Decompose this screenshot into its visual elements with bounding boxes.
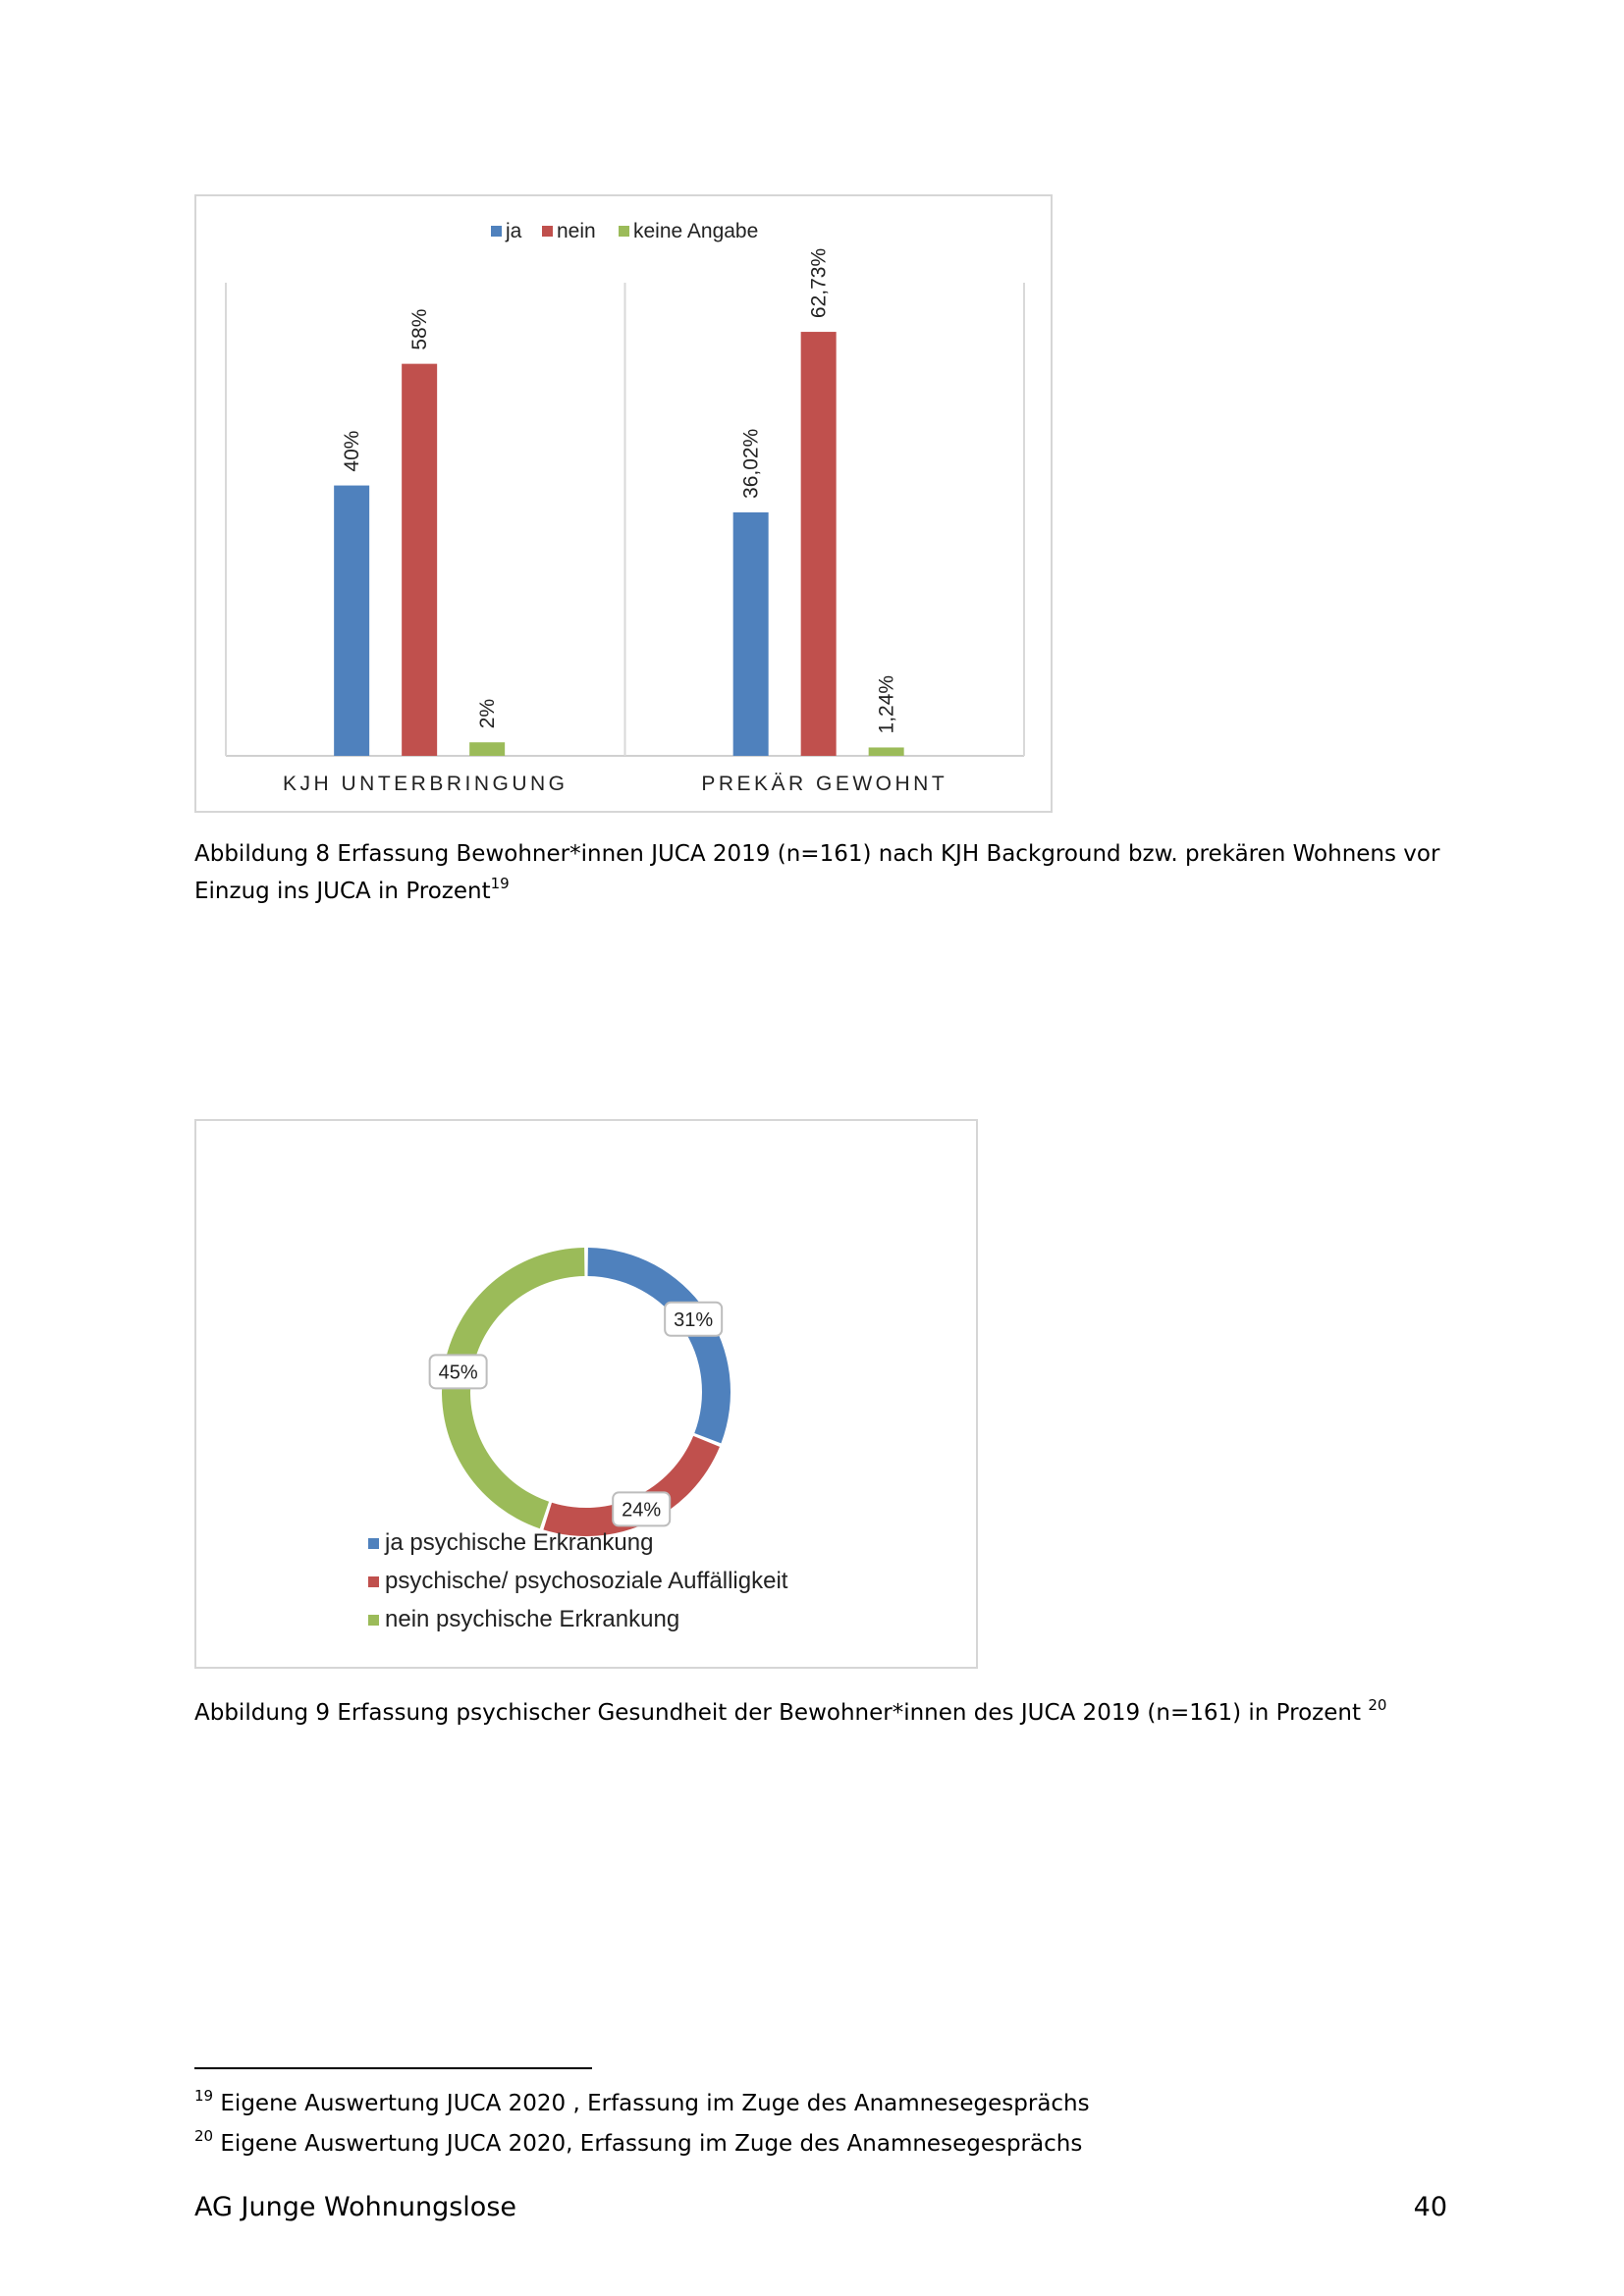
legend-swatch-nein — [542, 226, 553, 237]
category-label-kjh-unterbringung: KJH UNTERBRINGUNG — [282, 773, 568, 795]
bar-kjh-unterbringung-nein — [402, 364, 437, 756]
bar-prek-r-gewohnt-nein — [801, 332, 837, 756]
legend-label-keine-angabe: keine Angabe — [633, 220, 759, 242]
legend-swatch-ja-psychische-erkrankung — [368, 1538, 379, 1549]
footnote-separator — [194, 2067, 592, 2069]
legend-label-psychische-psychosoziale-auff-lligkeit: psychische/ psychosoziale Auffälligkeit — [385, 1568, 788, 1594]
figure-9-caption-text: Abbildung 9 Erfassung psychischer Gesundheit der Bewohner*innen des JUCA 2019 (n=161) in Prozent — [194, 1700, 1369, 1726]
data-label-kjh-unterbringung-ja: 40% — [341, 430, 364, 472]
legend-swatch-psychische-psychosoziale-auff-lligkeit — [368, 1576, 379, 1587]
legend-label-nein: nein — [557, 220, 596, 242]
legend-label-ja: ja — [506, 220, 522, 242]
donut-chart — [196, 1121, 976, 1667]
donut-slice-ja-psychische-erkrankung — [588, 1248, 731, 1443]
footnote-20-text: Eigene Auswertung JUCA 2020, Erfassung im Zuge des Anamnesegesprächs — [213, 2131, 1083, 2157]
page-number: 40 — [1413, 2192, 1447, 2222]
donut-label-psychische-psychosoziale-auff-lligkeit: 24% — [622, 1499, 662, 1522]
bar-chart — [196, 196, 1051, 811]
footnote-20-number: 20 — [194, 2127, 214, 2145]
data-label-prek-r-gewohnt-keine-angabe: 1,24% — [875, 674, 898, 734]
footer-title: AG Junge Wohnungslose — [194, 2192, 517, 2222]
bar-kjh-unterbringung-keine-angabe — [469, 742, 505, 756]
data-label-kjh-unterbringung-keine-angabe: 2% — [476, 698, 500, 729]
legend-swatch-nein-psychische-erkrankung — [368, 1615, 379, 1626]
footnote-ref-19[interactable]: 19 — [490, 875, 510, 892]
data-label-kjh-unterbringung-nein: 58% — [408, 308, 432, 350]
footnote-19-number: 19 — [194, 2087, 214, 2105]
footnote-19-text: Eigene Auswertung JUCA 2020 , Erfassung im Zuge des Anamnesegesprächs — [213, 2091, 1090, 2116]
figure-8-caption-line1: Abbildung 8 Erfassung Bewohner*innen JUCA 2019 (n=161) nach KJH Background bzw. prekären Wohnens vor — [194, 841, 1440, 867]
legend-swatch-ja — [491, 226, 502, 237]
donut-legend — [368, 1529, 788, 1632]
bar-legend — [491, 220, 758, 242]
bar-kjh-unterbringung-ja — [334, 486, 369, 756]
bar-category-labels — [283, 773, 947, 795]
donut-label-ja-psychische-erkrankung: 31% — [674, 1308, 714, 1331]
data-label-prek-r-gewohnt-ja: 36,02% — [739, 428, 763, 499]
footnote-20 — [194, 2129, 1373, 2159]
figure-9-caption — [194, 1694, 1471, 1732]
bar-prek-r-gewohnt-ja — [733, 512, 769, 756]
legend-label-nein-psychische-erkrankung: nein psychische Erkrankung — [385, 1606, 680, 1632]
legend-label-ja-psychische-erkrankung: ja psychische Erkrankung — [385, 1529, 654, 1556]
category-label-prek-r-gewohnt: PREKÄR GEWOHNT — [701, 773, 948, 795]
figure-8-caption-line2: Einzug ins JUCA in Prozent — [194, 879, 491, 904]
donut-label-nein-psychische-erkrankung: 45% — [438, 1362, 478, 1384]
footnote-ref-20[interactable]: 20 — [1368, 1696, 1387, 1714]
data-label-prek-r-gewohnt-nein: 62,73% — [807, 247, 831, 319]
bar-chart-frame — [194, 194, 1053, 813]
figure-8-caption — [194, 835, 1471, 910]
donut-slices — [442, 1248, 731, 1536]
footnote-19 — [194, 2089, 1373, 2118]
donut-chart-frame — [194, 1119, 978, 1669]
bar-marks — [334, 248, 904, 756]
legend-swatch-keine-angabe — [619, 226, 629, 237]
bar-prek-r-gewohnt-keine-angabe — [869, 747, 904, 756]
